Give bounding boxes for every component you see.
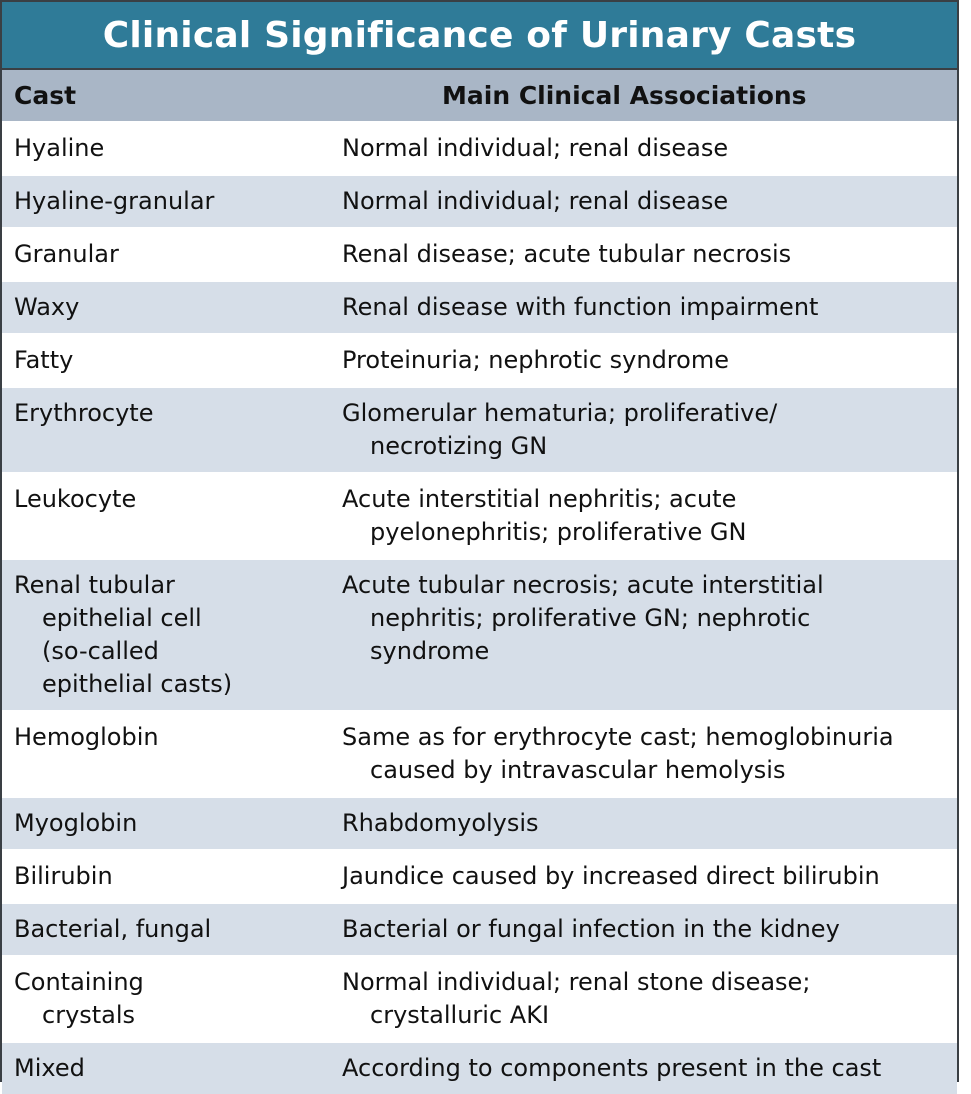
column-header-associations: Main Clinical Associations: [442, 81, 807, 110]
cell-cast: [2, 123, 332, 174]
cell-cast: [2, 335, 332, 386]
table-row: [2, 386, 957, 472]
association-text-line: Acute interstitial nephritis; acute: [342, 485, 737, 513]
table-body: [2, 121, 957, 1094]
cell-associations: [332, 474, 957, 558]
cell-cast: [2, 388, 332, 439]
table-row: [2, 174, 957, 227]
cast-text-line: Containing: [14, 968, 144, 996]
title-bar: [2, 2, 957, 68]
cast-text-line: Granular: [14, 240, 119, 268]
column-header-cast: Cast: [14, 81, 77, 110]
cast-text-line: epithelial casts): [42, 670, 233, 698]
association-text-line: Rhabdomyolysis: [342, 809, 539, 837]
cell-associations: [332, 1043, 957, 1094]
cell-cast: [2, 712, 332, 763]
association-text-line: Glomerular hematuria; proliferative/: [342, 399, 778, 427]
cell-associations: [332, 712, 957, 796]
cast-text-line: Hyaline: [14, 134, 105, 162]
cell-cast: [2, 851, 332, 902]
cell-cast: [2, 560, 332, 710]
cast-text-line: Fatty: [14, 346, 74, 374]
association-text-line: Proteinuria; nephrotic syndrome: [342, 346, 729, 374]
table-row: [2, 227, 957, 280]
table-row: [2, 710, 957, 796]
association-text-line: Acute tubular necrosis; acute interstitial: [342, 571, 824, 599]
cast-text-line: Hemoglobin: [14, 723, 159, 751]
cell-associations: [332, 335, 957, 386]
association-text-line: Normal individual; renal stone disease;: [342, 968, 811, 996]
association-text-line: Normal individual; renal disease: [342, 134, 729, 162]
cell-cast: [2, 904, 332, 955]
cell-associations: [332, 123, 957, 174]
cell-associations: [332, 957, 957, 1041]
cell-associations: [332, 560, 957, 677]
cell-associations: [332, 176, 957, 227]
table-row: [2, 333, 957, 386]
table-row: [2, 280, 957, 333]
table-title: Clinical Significance of Urinary Casts: [102, 14, 857, 56]
cell-associations: [332, 798, 957, 849]
cast-text-line: Waxy: [14, 293, 80, 321]
cell-associations: [332, 388, 957, 472]
cast-text-line: Renal tubular: [14, 571, 175, 599]
cast-text-line: Bilirubin: [14, 862, 113, 890]
cell-associations: [332, 851, 957, 902]
table-row: [2, 558, 957, 710]
association-text-line: nephritis; proliferative GN; nephrotic: [370, 604, 811, 632]
table-header-row: [2, 68, 957, 121]
cast-text-line: Myoglobin: [14, 809, 138, 837]
cast-text-line: crystals: [42, 1001, 136, 1029]
cell-cast: [2, 474, 332, 525]
table-row: [2, 902, 957, 955]
table-row: [2, 472, 957, 558]
cell-cast: [2, 176, 332, 227]
association-text-line: Normal individual; renal disease: [342, 187, 729, 215]
association-text-line: necrotizing GN: [370, 432, 548, 460]
cast-text-line: Bacterial, fungal: [14, 915, 212, 943]
cell-cast: [2, 282, 332, 333]
association-text-line: Bacterial or fungal infection in the kidney: [342, 915, 840, 943]
association-text-line: Same as for erythrocyte cast; hemoglobinuria: [342, 723, 894, 751]
association-text-line: crystalluric AKI: [370, 1001, 550, 1029]
table-row: [2, 849, 957, 902]
cell-cast: [2, 229, 332, 280]
cell-cast: [2, 798, 332, 849]
table-row: [2, 1041, 957, 1094]
association-text-line: caused by intravascular hemolysis: [370, 756, 786, 784]
cell-associations: [332, 229, 957, 280]
cast-text-line: Leukocyte: [14, 485, 137, 513]
cast-text-line: epithelial cell: [42, 604, 202, 632]
association-text-line: Jaundice caused by increased direct bilirubin: [342, 862, 880, 890]
association-text-line: syndrome: [370, 637, 490, 665]
table-row: [2, 955, 957, 1041]
association-text-line: Renal disease with function impairment: [342, 293, 819, 321]
cast-text-line: Erythrocyte: [14, 399, 154, 427]
cell-associations: [332, 904, 957, 955]
cast-text-line: (so-called: [42, 637, 159, 665]
cell-cast: [2, 957, 332, 1041]
cell-associations: [332, 282, 957, 333]
cell-cast: [2, 1043, 332, 1094]
association-text-line: According to components present in the cast: [342, 1054, 882, 1082]
association-text-line: Renal disease; acute tubular necrosis: [342, 240, 792, 268]
table-row: [2, 796, 957, 849]
cast-text-line: Mixed: [14, 1054, 85, 1082]
cast-text-line: Hyaline-granular: [14, 187, 215, 215]
association-text-line: pyelonephritis; proliferative GN: [370, 518, 747, 546]
table-row: [2, 121, 957, 174]
